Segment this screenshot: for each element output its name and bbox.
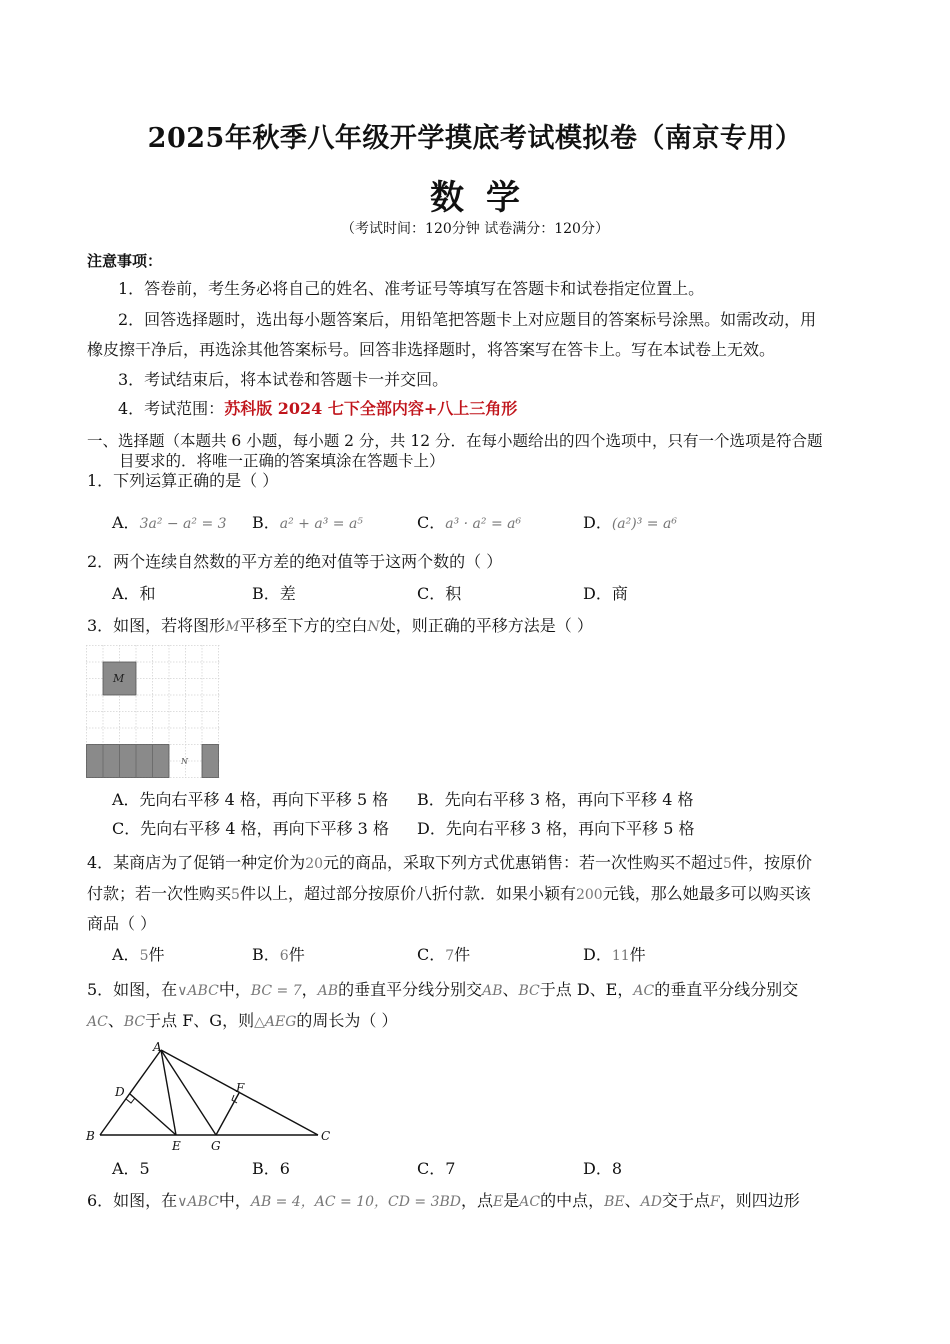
q6-point-e: E (493, 1194, 504, 1210)
section-1-header-2: 目要求的．将唯一正确的答案填涂在答题卡上） (119, 452, 445, 470)
q4-a-label: A． (112, 945, 140, 964)
q3-option-c: C．先向右平移 4 格，再向下平移 3 格 (112, 819, 389, 838)
q6-point-f: F (710, 1194, 720, 1210)
q5-l1b: 中， (218, 980, 251, 999)
q2-option-d: D．商 (583, 584, 628, 603)
q5-triangle-aeg: △AEG (254, 1014, 297, 1030)
q6-ac: AC (519, 1194, 541, 1210)
q5-triangle-figure (82, 1038, 337, 1156)
q2-option-c: C．积 (417, 584, 462, 603)
note-4-prefix: 4．考试范围： (118, 399, 225, 418)
q4-limit-a: 5 (723, 856, 732, 872)
q2-option-a: A．和 (112, 584, 156, 603)
q5-bc-length: BC = 7 (250, 983, 302, 999)
q1-option-b (252, 512, 363, 535)
notes-heading: 注意事项： (87, 252, 163, 270)
q4-l2c: 元钱，那么她最多可以购买该 (602, 884, 811, 903)
q3-shape-bottom-left (87, 745, 170, 778)
q5-point-g: G (211, 1139, 221, 1153)
q4-limit-b: 5 (231, 887, 240, 903)
q3-label-m: M (113, 672, 125, 685)
q5-l1a: 5．如图，在 (87, 980, 178, 999)
note-3: 3．考试结束后，将本试卷和答题卡一并交回。 (118, 370, 449, 389)
q4-option-a (112, 944, 165, 967)
q5-point-d: D (115, 1085, 125, 1099)
q3-option-b: B．先向右平移 3 格，再向下平移 4 格 (417, 790, 694, 809)
q4-option-d (583, 944, 646, 967)
q5-bc: BC (518, 983, 540, 999)
q1-a-label: A． (112, 513, 140, 532)
q4-b-unit: 件 (288, 945, 305, 964)
exam-range: 苏科版 2024 七下全部内容+八上三角形 (224, 399, 518, 418)
q1-c-label: C． (417, 513, 446, 532)
q4-line-3: 商品（ ） (87, 914, 157, 933)
note-2a: 2．回答选择题时，选出每小题答案后，用铅笔把答题卡上对应题目的答案标号涂黑。如需改动，用 (118, 310, 817, 329)
q3-var-m: M (225, 619, 240, 635)
q4-c-label: C． (417, 945, 446, 964)
q4-l1c: 件，按原价 (731, 853, 812, 872)
q3-option-a: A．先向右平移 4 格，再向下平移 5 格 (112, 790, 389, 809)
q4-c-value: 7 (445, 948, 455, 964)
q4-a-value: 5 (139, 948, 149, 964)
exam-meta: （考试时间：120分钟 试卷满分：120分） (341, 221, 609, 237)
note-1: 1．答卷前，考生务必将自己的姓名、准考证号等填写在答题卡和试卷指定位置上。 (118, 279, 705, 298)
q4-option-c (417, 944, 470, 967)
q3-stem-c: 处，则正确的平移方法是（ ） (379, 616, 593, 635)
q4-d-value: 11 (611, 948, 630, 964)
q6-conditions: AB = 4，AC = 10，CD = 3BD (250, 1194, 462, 1210)
q4-money: 200 (575, 887, 603, 903)
exam-title: 2025年秋季八年级开学摸底考试模拟卷（南京专用） (147, 123, 803, 154)
q6-l1c: ，点 (461, 1191, 494, 1210)
q3-shape-bottom-right (202, 745, 219, 778)
q6-l1f: 、 (624, 1191, 641, 1210)
q1-a-expr: 3a² − a² = 3 (139, 516, 227, 532)
q1-d-label: D． (583, 513, 612, 532)
q5-ac-2: AC (87, 1014, 108, 1030)
note-2b: 橡皮擦干净后，再选涂其他答案标号。回答非选择题时，将答案写在答卡上。写在本试卷上无效。 (87, 340, 776, 359)
q5-l1f: 于点 D、E， (539, 980, 634, 999)
q6-be: BE (604, 1194, 625, 1210)
q4-l2a: 付款；若一次性购买 (87, 884, 232, 903)
q1-d-expr: (a²)³ = a⁶ (611, 516, 677, 532)
q5-ab-2: AB (482, 983, 503, 999)
q6-l1b: 中， (218, 1191, 251, 1210)
note-4 (118, 398, 517, 420)
q5-line-2 (87, 1010, 397, 1033)
q1-option-d (583, 512, 677, 535)
q4-price: 20 (305, 856, 324, 872)
q1-b-label: B． (252, 513, 280, 532)
q4-d-label: D． (583, 945, 612, 964)
q5-ac: AC (633, 983, 655, 999)
q6-l1g: 交于点 (662, 1191, 711, 1210)
q3-stem (87, 615, 593, 638)
q4-l1b: 元的商品，采取下列方式优惠销售：若一次性购买不超过 (323, 853, 724, 872)
q6-l1e: 的中点， (540, 1191, 605, 1210)
q6-l1a: 6．如图，在 (87, 1191, 178, 1210)
q3-label-n: N (181, 757, 188, 766)
q4-line-2 (87, 883, 811, 906)
q5-point-e: E (172, 1139, 181, 1153)
q5-l1c: ， (301, 980, 318, 999)
q6-l1d: 是 (503, 1191, 520, 1210)
q3-stem-a: 3．如图，若将图形 (87, 616, 226, 635)
q5-l2e: 的周长为（ ） (296, 1011, 398, 1030)
q5-l1e: 、 (502, 980, 519, 999)
q5-l1d: 的垂直平分线分别交 (338, 980, 483, 999)
q5-l2d: 于点 F、G，则 (145, 1011, 255, 1030)
q2-option-b: B．差 (252, 584, 296, 603)
q1-stem: 1．下列运算正确的是（ ） (87, 471, 279, 490)
q6-line-1 (87, 1190, 800, 1213)
q3-grid-figure (86, 645, 222, 779)
q5-bc-2: BC (123, 1014, 146, 1030)
q4-b-value: 6 (279, 948, 289, 964)
q3-stem-b: 平移至下方的空白 (239, 616, 368, 635)
q6-l1h: ，则四边形 (719, 1191, 800, 1210)
q5-point-f: F (236, 1081, 245, 1095)
q5-point-c: C (321, 1129, 331, 1143)
q5-l1g: 的垂直平分线分别交 (654, 980, 799, 999)
q5-line-1 (87, 979, 798, 1002)
q5-option-c: C．7 (417, 1159, 456, 1178)
q6-triangle-abc: ∨ABC (177, 1194, 219, 1210)
section-1-header-1: 一、选择题（本题共 6 小题，每小题 2 分，共 12 分．在每小题给出的四个选项中，只有一个选项是符合题 (87, 432, 823, 450)
q5-point-a: A (153, 1040, 162, 1054)
q5-triangle-abc: ∨ABC (177, 983, 219, 999)
q5-l2b: 、 (107, 1011, 124, 1030)
q1-c-expr: a³ · a² = a⁶ (445, 516, 522, 532)
q4-d-unit: 件 (629, 945, 646, 964)
q1-b-expr: a² + a³ = a⁵ (279, 516, 363, 532)
q3-option-d: D．先向右平移 3 格，再向下平移 5 格 (417, 819, 695, 838)
q6-ad: AD (640, 1194, 663, 1210)
q4-option-b (252, 944, 305, 967)
q4-b-label: B． (252, 945, 280, 964)
q5-ab: AB (317, 983, 339, 999)
q4-line-1 (87, 852, 812, 875)
q5-option-a: A．5 (112, 1159, 150, 1178)
q1-option-a (112, 512, 227, 535)
q4-l1a: 4．某商店为了促销一种定价为 (87, 853, 306, 872)
q3-var-n: N (367, 619, 380, 635)
q4-a-unit: 件 (148, 945, 165, 964)
q4-l2b: 件以上，超过部分按原价八折付款．如果小颖有 (239, 884, 576, 903)
q5-option-b: B．6 (252, 1159, 290, 1178)
q4-c-unit: 件 (454, 945, 471, 964)
q1-option-c (417, 512, 521, 535)
q2-stem: 2．两个连续自然数的平方差的绝对值等于这两个数的（ ） (87, 552, 503, 571)
q5-option-d: D．8 (583, 1159, 623, 1178)
q5-point-b: B (86, 1129, 95, 1143)
exam-subject: 数学 (430, 178, 542, 218)
